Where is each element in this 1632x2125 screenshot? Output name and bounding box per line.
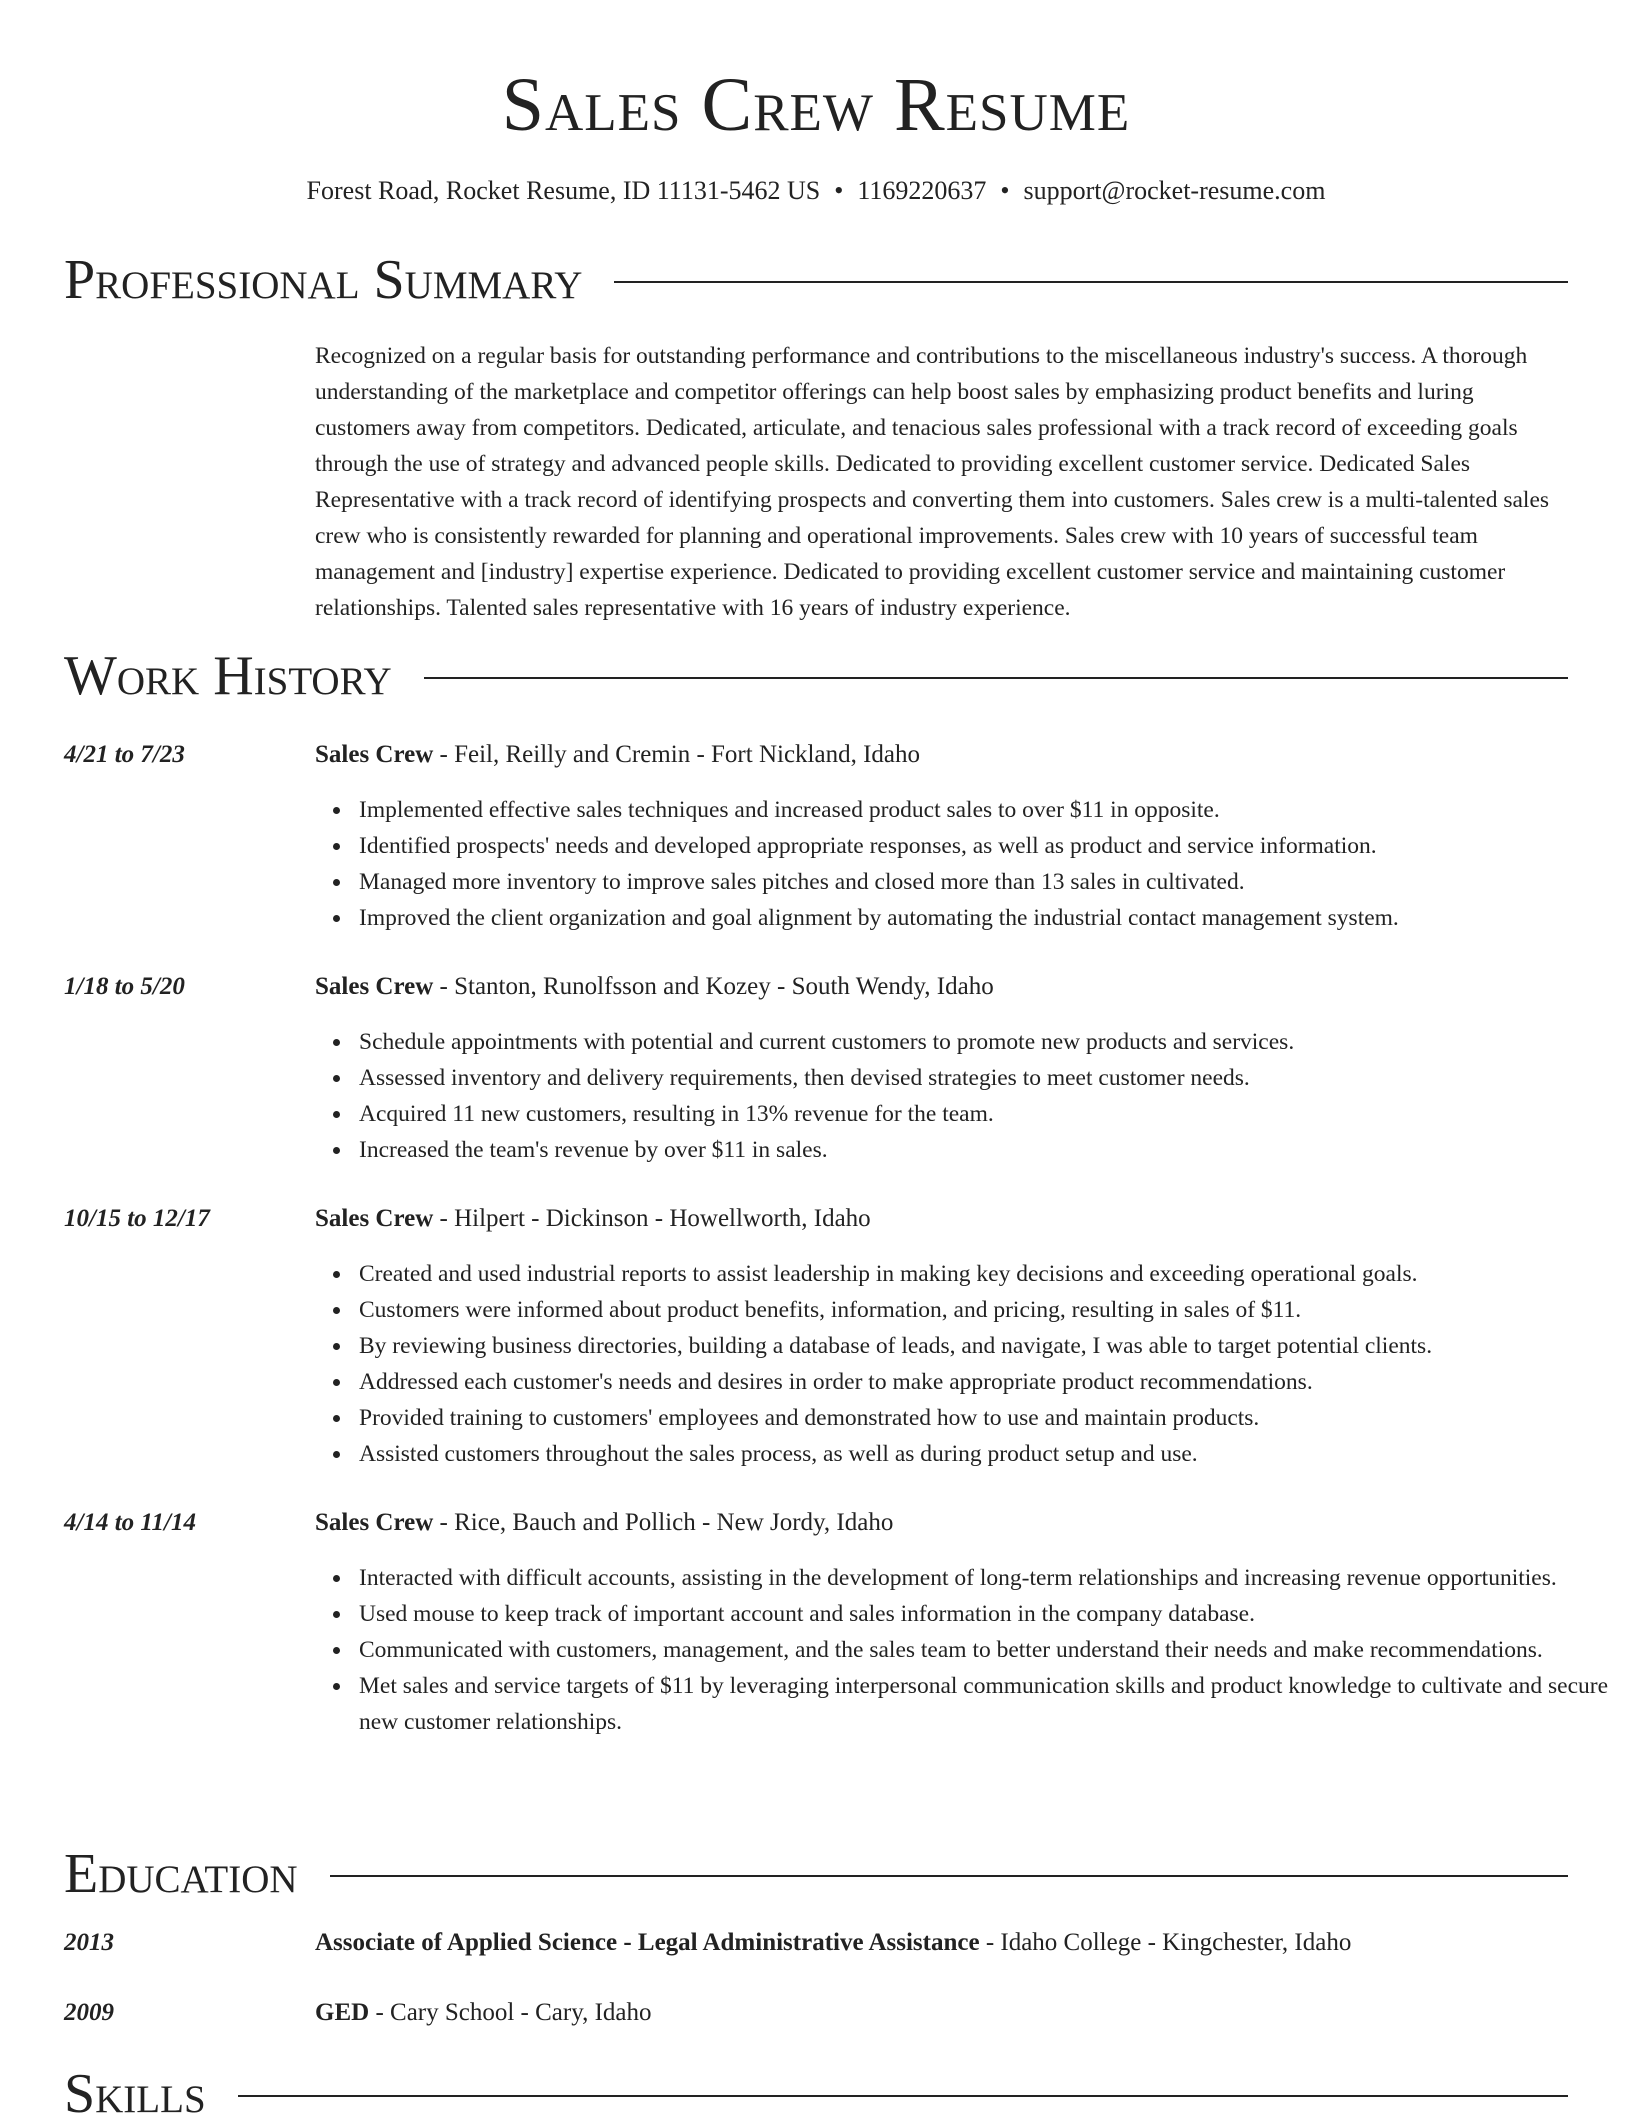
list-item: Used mouse to keep track of important account and sales information in the company database. — [359, 1596, 1612, 1632]
section-divider — [238, 2095, 1568, 2097]
job-bullets — [315, 792, 1612, 936]
contact-line — [0, 174, 1632, 208]
job-dates: 10/15 to 12/17 — [64, 1205, 210, 1232]
job-heading — [315, 1506, 1568, 1540]
education-year: 2013 — [64, 1929, 114, 1956]
job-bullets — [315, 1256, 1612, 1472]
section-header-work-history — [64, 646, 1568, 706]
contact-separator: • — [834, 176, 844, 205]
job-details: - Hilpert - Dickinson - Howellworth, Idaho — [433, 1205, 871, 1232]
list-item: Improved the client organization and goal alignment by automating the industrial contact management system. — [359, 900, 1612, 936]
list-item: Identified prospects' needs and developed appropriate responses, as well as product and service information. — [359, 828, 1612, 864]
section-divider — [330, 1875, 1568, 1877]
list-item: Met sales and service targets of $11 by leveraging interpersonal communication skills and product knowledge to cultivate and secure new customer relationships. — [359, 1668, 1612, 1740]
list-item: Assisted customers throughout the sales process, as well as during product setup and use. — [359, 1436, 1612, 1472]
list-item: Created and used industrial reports to assist leadership in making key decisions and exceeding operational goals. — [359, 1256, 1612, 1292]
job-details: - Stanton, Runolfsson and Kozey - South Wendy, Idaho — [433, 973, 994, 1000]
job-heading — [315, 970, 1568, 1004]
section-title: Professional Summary — [64, 249, 583, 311]
section-title: Education — [64, 1843, 298, 1905]
education-year: 2009 — [64, 1999, 114, 2026]
education-degree: GED — [315, 1999, 370, 2026]
job-title: Sales Crew — [315, 973, 434, 1000]
list-item: Implemented effective sales techniques and increased product sales to over $11 in opposite. — [359, 792, 1612, 828]
section-title: Skills — [64, 2063, 206, 2125]
job-details: - Feil, Reilly and Cremin - Fort Nickland, Idaho — [433, 741, 920, 768]
job-bullets — [315, 1560, 1612, 1740]
list-item: Assessed inventory and delivery requirements, then devised strategies to meet customer needs. — [359, 1060, 1612, 1096]
list-item: Addressed each customer's needs and desires in order to make appropriate product recommendations. — [359, 1364, 1612, 1400]
education-details: - Cary School - Cary, Idaho — [369, 1999, 652, 2026]
job-title: Sales Crew — [315, 1509, 434, 1536]
section-divider — [614, 281, 1568, 283]
job-bullets — [315, 1024, 1612, 1168]
contact-address: Forest Road, Rocket Resume, ID 11131-5462 US — [306, 176, 821, 205]
job-heading — [315, 1202, 1568, 1236]
education-details: - Idaho College - Kingchester, Idaho — [979, 1929, 1352, 1956]
section-header-skills — [64, 2064, 1568, 2124]
education-heading — [315, 1996, 1568, 2030]
list-item: Customers were informed about product benefits, information, and pricing, resulting in sales of $11. — [359, 1292, 1612, 1328]
job-dates: 1/18 to 5/20 — [64, 973, 185, 1000]
list-item: Acquired 11 new customers, resulting in 13% revenue for the team. — [359, 1096, 1612, 1132]
resume-title: Sales Crew Resume — [501, 63, 1131, 147]
job-dates: 4/14 to 11/14 — [64, 1509, 196, 1536]
contact-separator: • — [1000, 176, 1010, 205]
list-item: Schedule appointments with potential and current customers to promote new products and services. — [359, 1024, 1612, 1060]
list-item: Interacted with difficult accounts, assisting in the development of long-term relationships and increasing revenue opportunities. — [359, 1560, 1612, 1596]
education-degree: Associate of Applied Science - Legal Administrative Assistance — [315, 1929, 980, 1956]
job-heading — [315, 738, 1568, 772]
job-dates: 4/21 to 7/23 — [64, 741, 185, 768]
list-item: Communicated with customers, management, and the sales team to better understand their needs and make recommendations. — [359, 1632, 1612, 1668]
contact-phone: 1169220637 — [857, 176, 987, 205]
job-title: Sales Crew — [315, 1205, 434, 1232]
job-title: Sales Crew — [315, 741, 434, 768]
list-item: Managed more inventory to improve sales pitches and closed more than 13 sales in cultivated. — [359, 864, 1612, 900]
job-details: - Rice, Bauch and Pollich - New Jordy, Idaho — [433, 1509, 894, 1536]
list-item: By reviewing business directories, building a database of leads, and navigate, I was able to target potential clients. — [359, 1328, 1612, 1364]
section-header-education — [64, 1844, 1568, 1904]
contact-email: support@rocket-resume.com — [1023, 176, 1326, 205]
section-header-summary — [64, 250, 1568, 310]
section-divider — [424, 677, 1568, 679]
summary-text: Recognized on a regular basis for outstanding performance and contributions to the miscellaneous industry's success. A thorough understanding of the marketplace and competitor offerings can help boost sales by emphasizing product benefits and luring customers away from competitors. Dedicated, articulate, and tenacious sales professional with a track record of exceeding goals through the use of strategy and advanced people skills. Dedicated to providing excellent customer service. Dedicated Sales Representative with a track record of identifying prospects and converting them into customers. Sales crew is a multi-talented sales crew who is consistently rewarded for planning and operational improvements. Sales crew with 10 years of successful team management and [industry] expertise experience. Dedicated to providing excellent customer service and maintaining customer relationships. Talented sales representative with 16 years of industry experience. — [315, 343, 1550, 621]
list-item: Increased the team's revenue by over $11 in sales. — [359, 1132, 1612, 1168]
education-heading — [315, 1926, 1568, 1960]
list-item: Provided training to customers' employees and demonstrated how to use and maintain products. — [359, 1400, 1612, 1436]
section-title: Work History — [64, 645, 392, 707]
